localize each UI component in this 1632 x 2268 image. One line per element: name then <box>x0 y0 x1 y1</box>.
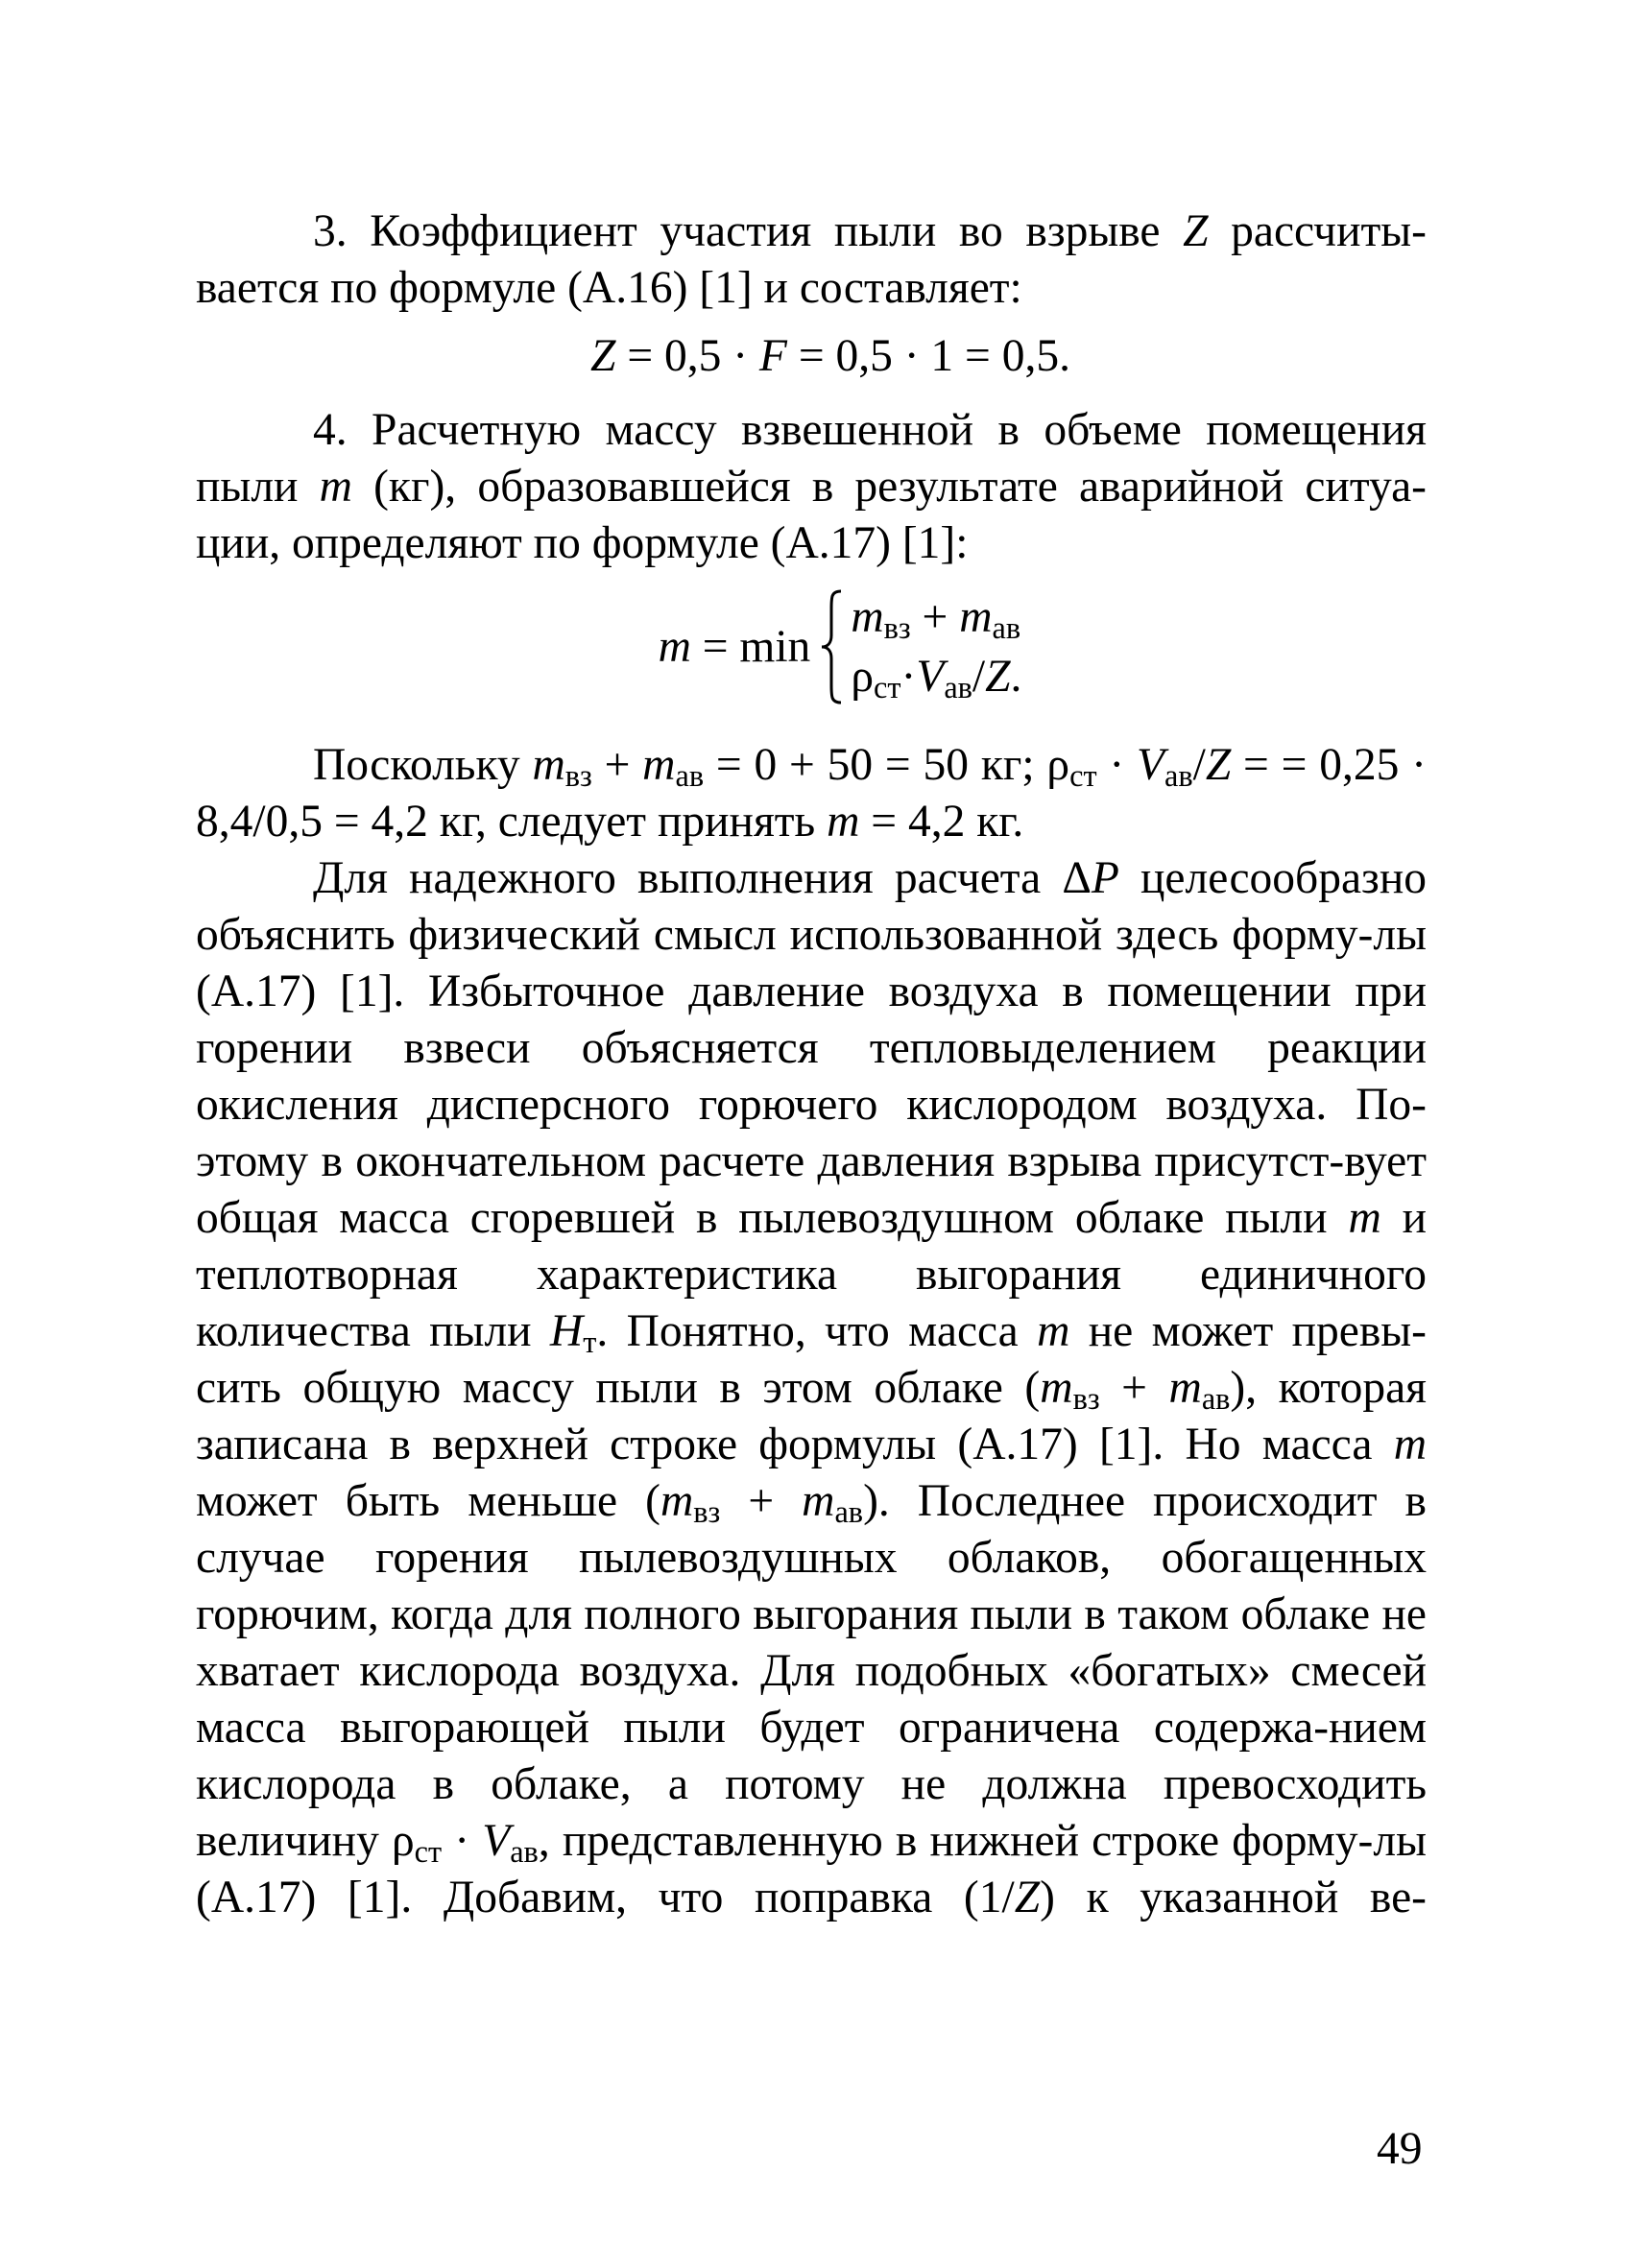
text-run: . Понятно, что масса <box>596 1306 1038 1356</box>
text-run: = 0,5 · 1 = 0,5. <box>786 331 1070 381</box>
subscript: ав <box>1164 758 1193 794</box>
text-run: · <box>900 652 917 702</box>
subscript: т <box>583 1325 597 1360</box>
text-run: (кг), образовавшейся в результате аварийной ситуа-ции, определяют по формуле (А.17) [1]: <box>196 462 1427 568</box>
symbol-m: m <box>660 1476 694 1526</box>
formula-z <box>196 328 1427 385</box>
text-run: и теплотворная характеристика выгорания единичного количества пыли <box>196 1193 1427 1356</box>
subscript: вз <box>564 758 592 794</box>
subscript: ав <box>992 610 1021 646</box>
formula-case-top <box>851 589 1021 645</box>
text-run: 3. Коэффициент участия пыли во взрыве <box>313 206 1184 256</box>
symbol-m: m <box>1037 1306 1070 1356</box>
subscript: ст <box>414 1834 443 1870</box>
text-run: рассчиты-вается по формуле (А.16) [1] и составляет: <box>196 206 1427 313</box>
subscript: ав <box>834 1494 864 1530</box>
text-run: · <box>442 1816 483 1866</box>
text-run: Поскольку <box>313 740 533 790</box>
symbol-h: H <box>549 1306 584 1356</box>
formula-lhs <box>659 621 811 673</box>
paragraph-since <box>196 737 1427 850</box>
text-run: может быть меньше ( <box>196 1476 660 1526</box>
text-run: + <box>591 740 643 790</box>
text-run: не может превы-сить общую массу пыли в этом облаке ( <box>196 1306 1427 1413</box>
formula-case-bottom <box>851 649 1021 704</box>
text-run: · <box>1096 740 1137 790</box>
text-run: . <box>1010 652 1022 702</box>
symbol-m: m <box>1393 1420 1427 1469</box>
symbol-z: Z <box>590 331 616 381</box>
text-run: / <box>972 652 986 702</box>
symbol-m: m <box>319 462 352 512</box>
symbol-m: m <box>658 622 691 672</box>
text-run: + <box>720 1476 803 1526</box>
symbol-f: F <box>758 331 787 381</box>
text-run: ), которая записана в верхней строке формулы (А.17) [1]. Но масса <box>196 1363 1428 1469</box>
symbol-m: m <box>959 592 993 642</box>
symbol-z: Z <box>1014 1873 1041 1922</box>
symbol-v: V <box>1137 740 1165 790</box>
symbol-m: m <box>1348 1193 1381 1243</box>
symbol-m: m <box>851 592 884 642</box>
paragraph-dust-coefficient <box>196 203 1427 317</box>
symbol-m: m <box>827 797 860 847</box>
symbol-z: Z <box>1205 740 1232 790</box>
text-run: , представленную в нижней строке форму-лы (А.17) [1]. Добавим, что поправка (1/ <box>196 1816 1427 1922</box>
symbol-m: m <box>802 1476 835 1526</box>
paragraph-explanation <box>196 850 1427 1926</box>
symbol-rho: ρ <box>851 652 875 702</box>
symbol-p: P <box>1091 853 1119 903</box>
text-run: + <box>1099 1363 1169 1413</box>
formula-min <box>196 585 1427 708</box>
symbol-m: m <box>642 740 676 790</box>
text-block <box>196 203 1427 1926</box>
text-run: = 0 + 50 = 50 кг; ρ <box>704 740 1070 790</box>
paragraph-calculated-mass <box>196 402 1427 572</box>
text-run: / <box>1192 740 1206 790</box>
symbol-z: Z <box>985 652 1011 702</box>
symbol-m: m <box>1040 1363 1073 1413</box>
text-run: ). Последнее происходит в случае горения пылевоздушных облаков, обогащенных горючим, когда для полного выгорания пыли в таком облаке не хватает кислорода воздуха. Для подобных «богатых» смесей масса выгорающей пыли будет ограничена содержа-нием кислорода в облаке, а потому не должна превосходить величину ρ <box>196 1476 1427 1866</box>
subscript: ав <box>675 758 705 794</box>
page-number: 49 <box>1377 2124 1423 2174</box>
symbol-v: V <box>916 652 945 702</box>
subscript: ав <box>510 1834 539 1870</box>
text-run: целесообразно объяснить физический смысл использованной здесь форму-лы (А.17) [1]. Избыточное давление воздуха в помещении при горении взвеси объясняется тепловыделением реакции окисления дисперсного горючего кислородом воздуха. По-этому в окончательном расчете давления взрыва присутст-вует общая масса сгоревшей в пылевоздушном облаке пыли <box>196 853 1427 1243</box>
text-run: = 4,2 кг. <box>859 797 1024 847</box>
subscript: ст <box>1069 758 1097 794</box>
subscript: вз <box>1072 1381 1100 1417</box>
text-run: 4. Расчетную массу взвешенной в объеме помещения пыли <box>196 405 1427 512</box>
min-operator: = min <box>690 622 811 672</box>
text-run: Для надежного выполнения расчета Δ <box>313 853 1092 903</box>
formula-cases <box>851 589 1021 704</box>
text-run: ) к указанной ве- <box>1040 1873 1427 1922</box>
symbol-v: V <box>482 1816 511 1866</box>
subscript: ав <box>1201 1381 1231 1417</box>
text-run: = 0,5 · <box>615 331 759 381</box>
text-run: = = 0,25 · 8,4/0,5 = 4,2 кг, следует принять <box>196 740 1427 847</box>
left-brace-icon <box>820 589 845 704</box>
subscript: ав <box>944 670 972 705</box>
subscript: вз <box>693 1494 721 1530</box>
symbol-m: m <box>532 740 565 790</box>
symbol-z: Z <box>1183 206 1209 256</box>
subscript: вз <box>883 610 911 646</box>
subscript: ст <box>874 670 901 705</box>
text-run: + <box>910 592 960 642</box>
symbol-m: m <box>1168 1363 1202 1413</box>
